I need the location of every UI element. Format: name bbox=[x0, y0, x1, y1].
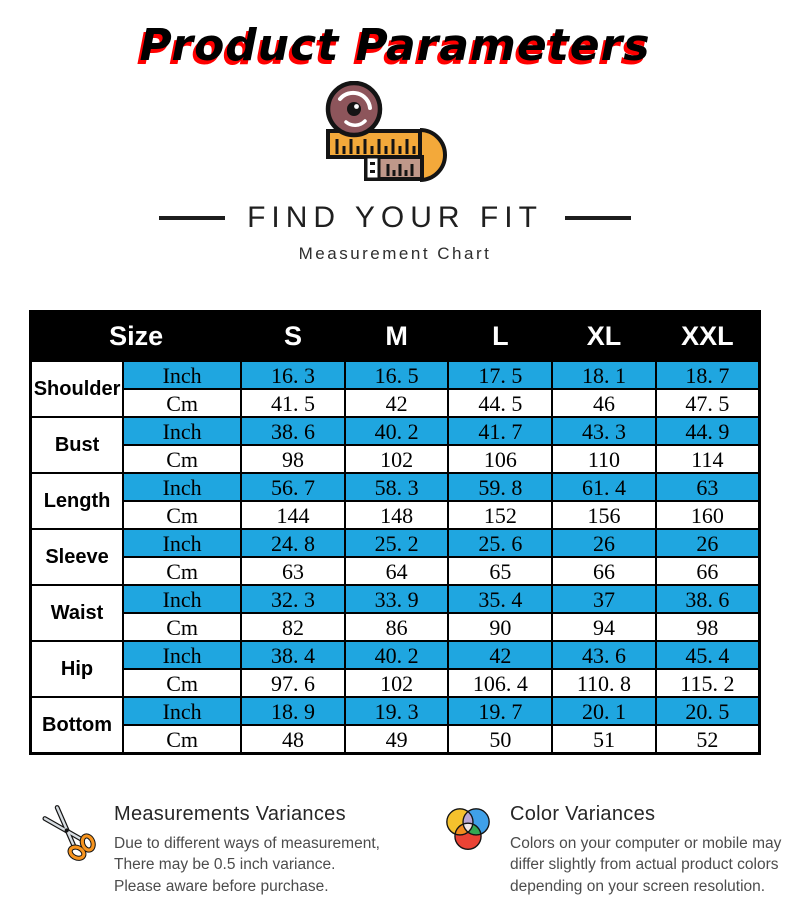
value-cell-cm: 98 bbox=[241, 445, 345, 473]
value-cell-inch: 25. 6 bbox=[448, 529, 552, 557]
value-cell-cm: 63 bbox=[241, 557, 345, 585]
value-cell-cm: 51 bbox=[552, 725, 656, 753]
value-cell-inch: 43. 3 bbox=[552, 417, 656, 445]
measurement-label: Bust bbox=[31, 417, 124, 473]
column-header-l: L bbox=[448, 311, 552, 361]
value-cell-cm: 94 bbox=[552, 613, 656, 641]
value-cell-inch: 16. 3 bbox=[241, 361, 345, 389]
footnotes bbox=[0, 799, 790, 897]
measurement-label: Waist bbox=[31, 585, 124, 641]
unit-label-cm: Cm bbox=[123, 669, 241, 697]
unit-label-inch: Inch bbox=[123, 529, 241, 557]
value-cell-inch: 18. 7 bbox=[656, 361, 760, 389]
unit-label-inch: Inch bbox=[123, 417, 241, 445]
unit-label-cm: Cm bbox=[123, 501, 241, 529]
value-cell-cm: 144 bbox=[241, 501, 345, 529]
value-cell-cm: 98 bbox=[656, 613, 760, 641]
value-cell-cm: 110 bbox=[552, 445, 656, 473]
measuring-tape-icon bbox=[317, 81, 473, 193]
table-row-waist-inch bbox=[31, 585, 760, 613]
value-cell-inch: 18. 1 bbox=[552, 361, 656, 389]
value-cell-inch: 25. 2 bbox=[345, 529, 449, 557]
value-cell-inch: 40. 2 bbox=[345, 417, 449, 445]
table-row-shoulder-inch bbox=[31, 361, 760, 389]
value-cell-inch: 35. 4 bbox=[448, 585, 552, 613]
value-cell-inch: 16. 5 bbox=[345, 361, 449, 389]
table-row-sleeve-cm bbox=[31, 557, 760, 585]
value-cell-inch: 19. 7 bbox=[448, 697, 552, 725]
find-your-fit-banner bbox=[0, 201, 790, 235]
table-row-sleeve-inch bbox=[31, 529, 760, 557]
value-cell-inch: 33. 9 bbox=[345, 585, 449, 613]
color-variances-heading: Color Variances bbox=[510, 802, 656, 825]
value-cell-inch: 45. 4 bbox=[656, 641, 760, 669]
value-cell-inch: 24. 8 bbox=[241, 529, 345, 557]
measurement-label: Hip bbox=[31, 641, 124, 697]
value-cell-cm: 66 bbox=[656, 557, 760, 585]
unit-label-cm: Cm bbox=[123, 557, 241, 585]
value-cell-inch: 43. 6 bbox=[552, 641, 656, 669]
value-cell-inch: 38. 6 bbox=[241, 417, 345, 445]
value-cell-inch: 56. 7 bbox=[241, 473, 345, 501]
value-cell-inch: 58. 3 bbox=[345, 473, 449, 501]
scissors-icon bbox=[38, 799, 100, 897]
value-cell-inch: 18. 9 bbox=[241, 697, 345, 725]
size-chart-table bbox=[29, 310, 761, 755]
table-row-length-cm bbox=[31, 501, 760, 529]
value-cell-cm: 97. 6 bbox=[241, 669, 345, 697]
value-cell-inch: 26 bbox=[656, 529, 760, 557]
unit-label-inch: Inch bbox=[123, 473, 241, 501]
unit-label-cm: Cm bbox=[123, 613, 241, 641]
value-cell-cm: 90 bbox=[448, 613, 552, 641]
unit-label-inch: Inch bbox=[123, 697, 241, 725]
table-row-length-inch bbox=[31, 473, 760, 501]
value-cell-cm: 106 bbox=[448, 445, 552, 473]
measurements-variances-heading: Measurements Variances bbox=[114, 802, 346, 825]
value-cell-inch: 38. 4 bbox=[241, 641, 345, 669]
value-cell-cm: 46 bbox=[552, 389, 656, 417]
value-cell-inch: 59. 8 bbox=[448, 473, 552, 501]
value-cell-inch: 20. 5 bbox=[656, 697, 760, 725]
page-title: Product Parameters bbox=[139, 20, 651, 71]
value-cell-cm: 160 bbox=[656, 501, 760, 529]
value-cell-cm: 64 bbox=[345, 557, 449, 585]
value-cell-cm: 47. 5 bbox=[656, 389, 760, 417]
table-row-hip-inch bbox=[31, 641, 760, 669]
value-cell-cm: 44. 5 bbox=[448, 389, 552, 417]
value-cell-cm: 42 bbox=[345, 389, 449, 417]
unit-label-inch: Inch bbox=[123, 641, 241, 669]
table-row-bust-cm bbox=[31, 445, 760, 473]
measurements-variances-body: Due to different ways of measurement, There may be 0.5 inch variance. Please aware before purchase. bbox=[114, 834, 380, 895]
value-cell-cm: 86 bbox=[345, 613, 449, 641]
value-cell-cm: 52 bbox=[656, 725, 760, 753]
value-cell-inch: 41. 7 bbox=[448, 417, 552, 445]
value-cell-inch: 17. 5 bbox=[448, 361, 552, 389]
value-cell-cm: 102 bbox=[345, 669, 449, 697]
size-table-body bbox=[31, 361, 760, 753]
find-your-fit-heading: FIND YOUR FIT bbox=[247, 200, 543, 234]
unit-label-inch: Inch bbox=[123, 361, 241, 389]
value-cell-inch: 26 bbox=[552, 529, 656, 557]
measurement-label: Length bbox=[31, 473, 124, 529]
value-cell-cm: 106. 4 bbox=[448, 669, 552, 697]
value-cell-cm: 115. 2 bbox=[656, 669, 760, 697]
column-header-m: M bbox=[345, 311, 449, 361]
unit-label-inch: Inch bbox=[123, 585, 241, 613]
value-cell-inch: 37 bbox=[552, 585, 656, 613]
value-cell-cm: 65 bbox=[448, 557, 552, 585]
value-cell-cm: 48 bbox=[241, 725, 345, 753]
color-variances-body: Colors on your computer or mobile may differ slightly from actual product colors depending on your screen resolution. bbox=[510, 834, 782, 895]
measurement-label: Bottom bbox=[31, 697, 124, 753]
value-cell-inch: 42 bbox=[448, 641, 552, 669]
column-header-xxl: XXL bbox=[656, 311, 760, 361]
unit-label-cm: Cm bbox=[123, 389, 241, 417]
column-header-s: S bbox=[241, 311, 345, 361]
value-cell-cm: 49 bbox=[345, 725, 449, 753]
left-dash bbox=[159, 216, 225, 220]
table-row-waist-cm bbox=[31, 613, 760, 641]
table-row-shoulder-cm bbox=[31, 389, 760, 417]
value-cell-inch: 61. 4 bbox=[552, 473, 656, 501]
table-row-bottom-inch bbox=[31, 697, 760, 725]
value-cell-inch: 40. 2 bbox=[345, 641, 449, 669]
value-cell-inch: 32. 3 bbox=[241, 585, 345, 613]
table-row-bottom-cm bbox=[31, 725, 760, 753]
value-cell-cm: 102 bbox=[345, 445, 449, 473]
table-header-row bbox=[31, 311, 760, 361]
value-cell-cm: 156 bbox=[552, 501, 656, 529]
measurement-label: Sleeve bbox=[31, 529, 124, 585]
column-header-xl: XL bbox=[552, 311, 656, 361]
measurement-chart-subheading: Measurement Chart bbox=[298, 243, 492, 263]
unit-label-cm: Cm bbox=[123, 725, 241, 753]
right-dash bbox=[565, 216, 631, 220]
value-cell-cm: 110. 8 bbox=[552, 669, 656, 697]
value-cell-cm: 41. 5 bbox=[241, 389, 345, 417]
value-cell-inch: 19. 3 bbox=[345, 697, 449, 725]
value-cell-cm: 114 bbox=[656, 445, 760, 473]
value-cell-cm: 148 bbox=[345, 501, 449, 529]
color-wheel-icon bbox=[440, 799, 496, 897]
table-row-bust-inch bbox=[31, 417, 760, 445]
value-cell-inch: 63 bbox=[656, 473, 760, 501]
measurement-label: Shoulder bbox=[31, 361, 124, 417]
size-column-header: Size bbox=[31, 311, 242, 361]
color-variances-note bbox=[440, 799, 790, 897]
value-cell-cm: 82 bbox=[241, 613, 345, 641]
value-cell-cm: 66 bbox=[552, 557, 656, 585]
value-cell-cm: 152 bbox=[448, 501, 552, 529]
value-cell-inch: 44. 9 bbox=[656, 417, 760, 445]
value-cell-inch: 38. 6 bbox=[656, 585, 760, 613]
value-cell-cm: 50 bbox=[448, 725, 552, 753]
table-row-hip-cm bbox=[31, 669, 760, 697]
value-cell-inch: 20. 1 bbox=[552, 697, 656, 725]
unit-label-cm: Cm bbox=[123, 445, 241, 473]
measurements-variances-note bbox=[38, 799, 382, 897]
